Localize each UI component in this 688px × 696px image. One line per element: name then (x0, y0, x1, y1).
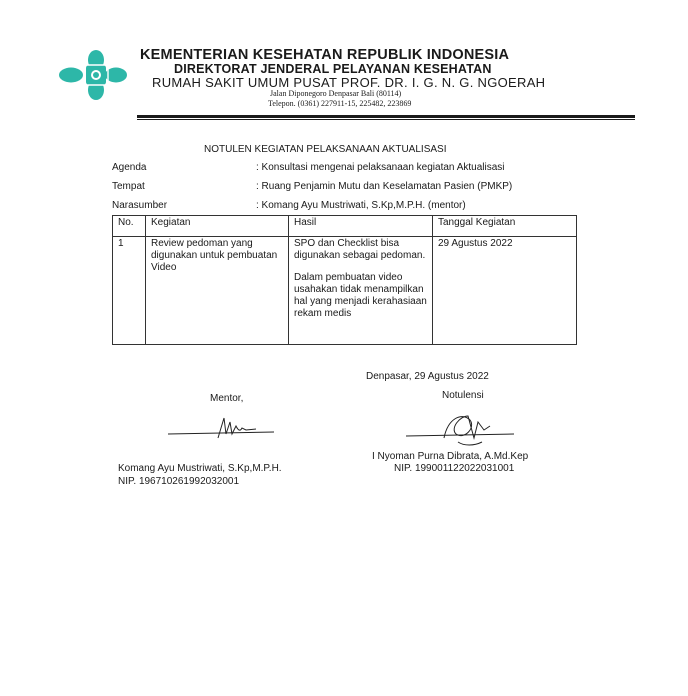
mentor-role: Mentor, (210, 393, 244, 404)
mentor-nip: NIP. 196710261992032001 (118, 476, 240, 487)
field-label-narasumber: Narasumber (112, 200, 168, 211)
field-label-agenda: Agenda (112, 162, 147, 173)
field-value-narasumber: : Komang Ayu Mustriwati, S.Kp,M.P.H. (mentor) (256, 200, 466, 211)
letterhead-rule-thin (137, 119, 635, 120)
table-row (113, 237, 577, 345)
letterhead-directorate: DIREKTORAT JENDERAL PELAYANAN KESEHATAN (174, 62, 492, 76)
field-label-tempat: Tempat (112, 181, 145, 192)
notulensi-role: Notulensi (442, 390, 484, 401)
header-kegiatan: Kegiatan (146, 216, 289, 237)
cell-no: 1 (113, 237, 146, 345)
cell-kegiatan: Review pedoman yang digunakan untuk pembuatan Video (146, 237, 289, 345)
field-value-tempat: : Ruang Penjamin Mutu dan Keselamatan Pasien (PMKP) (256, 181, 513, 192)
hasil-paragraph: Dalam pembuatan video usahakan tidak menampilkan hal yang menjadi kerahasiaan rekam medis (294, 272, 427, 319)
field-value-agenda: : Konsultasi mengenai pelaksanaan kegiatan Aktualisasi (256, 162, 505, 173)
mentor-name: Komang Ayu Mustriwati, S.Kp,M.P.H. (118, 463, 282, 474)
header-tanggal: Tanggal Kegiatan (433, 216, 577, 237)
notulensi-name: I Nyoman Purna Dibrata, A.Md.Kep (372, 451, 529, 462)
notulensi-signature (404, 408, 518, 450)
header-hasil: Hasil (289, 216, 433, 237)
place-date: Denpasar, 29 Agustus 2022 (366, 371, 489, 382)
header-no: No. (113, 216, 146, 237)
letterhead-rule-thick (137, 115, 635, 118)
letterhead-address: Jalan Diponegoro Denpasar Bali (80114) (270, 89, 402, 98)
activity-table (112, 215, 577, 345)
cell-tanggal: 29 Agustus 2022 (433, 237, 577, 345)
notulensi-nip: NIP. 199001122022031001 (394, 463, 515, 474)
ministry-logo (58, 48, 134, 104)
hasil-paragraph: SPO dan Checklist bisa digunakan sebagai pedoman. (294, 238, 426, 261)
letterhead-hospital: RUMAH SAKIT UMUM PUSAT PROF. DR. I. G. N. G. NGOERAH (152, 75, 546, 90)
mentor-signature (166, 412, 278, 442)
document-title: NOTULEN KEGIATAN PELAKSANAAN AKTUALISASI (204, 144, 447, 155)
cell-hasil (289, 237, 433, 345)
letterhead-phone: Telepon. (0361) 227911-15, 225482, 223869 (268, 99, 412, 108)
letterhead-ministry: KEMENTERIAN KESEHATAN REPUBLIK INDONESIA (140, 47, 510, 63)
table-header-row (113, 216, 577, 237)
